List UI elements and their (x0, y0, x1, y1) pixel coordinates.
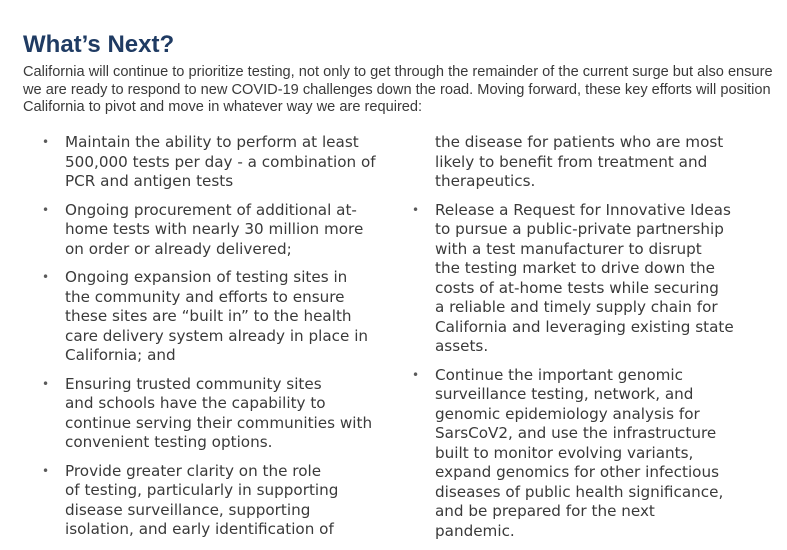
list-item-text: Ensuring trusted community sites and schools have the capability to continue serving their communities with convenient testing options. (65, 374, 373, 451)
list-item (410, 201, 755, 357)
bullet-icon: • (412, 202, 420, 217)
page-title: What’s Next? (23, 31, 175, 58)
list-item (410, 366, 755, 542)
list-item-continuation (410, 133, 755, 192)
intro-paragraph: California will continue to prioritize testing, not only to get through the remainder of the current surge but also ensure we are ready to respond to new COVID-19 challenges down the road. Moving forward, these key efforts will position California to pivot and move in whatever way we are required: (23, 64, 773, 115)
list-item-text: Ongoing expansion of testing sites in the community and efforts to ensure these sites are “built in” to the health care delivery system already in place in California; and (65, 268, 369, 364)
list-item-text: Ongoing procurement of additional at- home tests with nearly 30 million more on order or already delivered; (65, 200, 364, 258)
list-item (40, 133, 385, 192)
bullet-icon: • (42, 376, 50, 391)
bullet-icon: • (42, 135, 50, 149)
list-item-text: the disease for patients who are most likely to benefit from treatment and therapeutics. (435, 133, 724, 190)
list-item (40, 375, 385, 453)
list-item-text: Continue the important genomic surveillance testing, network, and genomic epidemiology analysis for SarsCoV2, and use the infrastructure built to monitor evolving variants, expand genomics for other infectious diseases of public health significance, and be prepared for the next pandemic. (435, 365, 724, 540)
list-item (40, 462, 385, 540)
bullet-icon: • (412, 367, 420, 382)
bullet-icon: • (42, 463, 50, 478)
list-item (40, 201, 385, 260)
list-item (40, 268, 385, 366)
list-item-text: Maintain the ability to perform at least 500,000 tests per day - a combination of PCR and antigen tests (65, 133, 376, 190)
right-bullet-list (410, 133, 755, 550)
list-item-text: Release a Request for Innovative Ideas to pursue a public-private partnership with a test manufacturer to disrupt the testing market to drive down the costs of at-home tests while securing a reliable and timely supply chain for California and leveraging existing state assets. (435, 200, 734, 355)
bullet-icon: • (42, 202, 50, 217)
list-item-text: Provide greater clarity on the role of testing, particularly in supporting disease surveillance, supporting isolation, and early identification of (65, 461, 339, 538)
bullet-icon: • (42, 270, 50, 284)
left-bullet-list (40, 133, 385, 549)
